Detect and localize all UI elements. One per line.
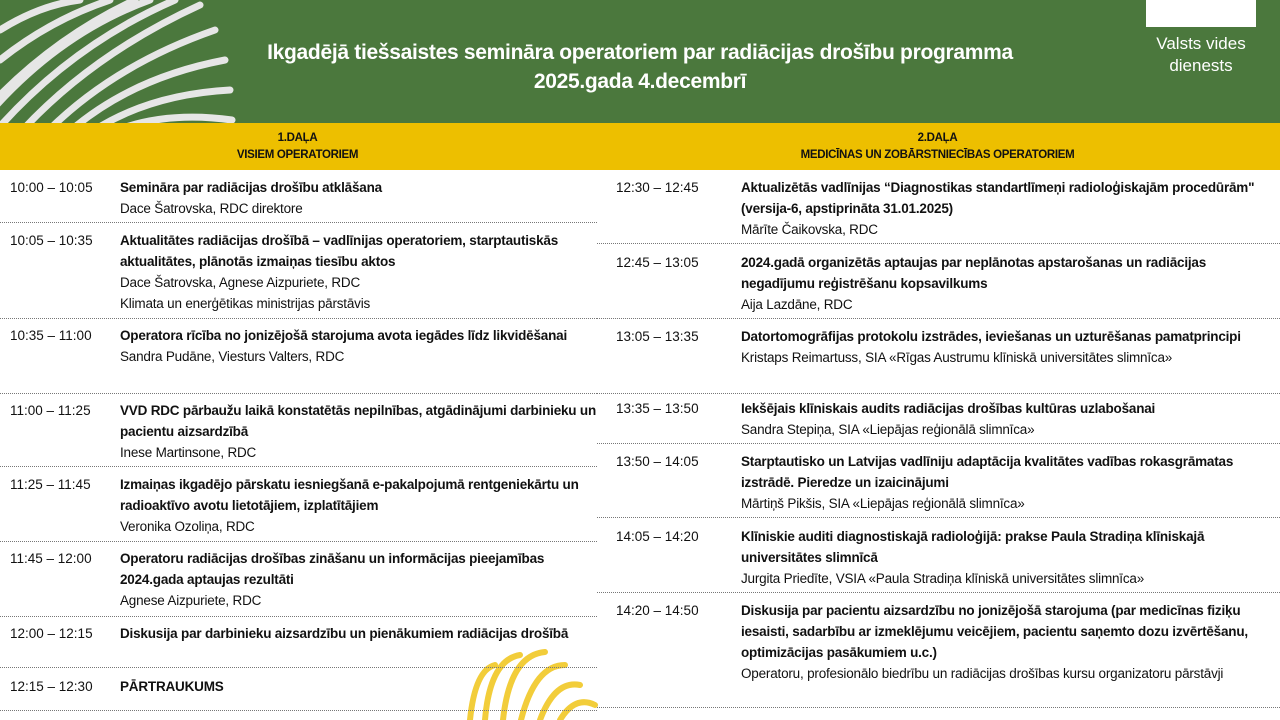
session-speaker: Inese Martinsone, RDC (120, 445, 257, 460)
session-time: 10:05 – 10:35 (10, 233, 93, 248)
session-time: 10:00 – 10:05 (10, 180, 93, 195)
session-time: 12:30 – 12:45 (616, 180, 699, 195)
row-divider (597, 517, 1280, 518)
session-time: 11:00 – 11:25 (10, 403, 91, 418)
row-divider (0, 710, 597, 711)
title-line-1: Ikgadējā tiešsaistes semināra operatoriem par radiācijas drošību programma (267, 41, 1013, 64)
session-title: Aktualitātes radiācijas drošībā – vadlīnijas operatoriem, starptautiskās aktualitātes, plānotās izmaiņas tiesību aktos (120, 233, 559, 269)
row-divider (0, 667, 597, 668)
session-time: 14:20 – 14:50 (616, 603, 699, 618)
session-time: 12:45 – 13:05 (616, 255, 699, 270)
part-2-heading (595, 130, 1280, 164)
session-title: Datortomogrāfijas protokolu izstrādes, ieviešanas un uzturēšanas pamatprincipi (741, 329, 1241, 344)
session-time: 13:35 – 13:50 (616, 401, 699, 416)
row-divider (597, 707, 1280, 708)
session-details (741, 451, 1271, 514)
session-details (741, 252, 1271, 315)
session-details (120, 400, 600, 463)
session-title: Starptautisko un Latvijas vadlīniju adaptācija kvalitātes vadības rokasgrāmatas izstrādē. Pieredze un izaicinājumi (741, 454, 1234, 490)
logo-text: Valsts vides dienests (1156, 34, 1246, 75)
session-speaker: Jurgita Priedīte, VSIA «Paula Stradiņa klīniskā universitātes slimnīca» (741, 571, 1145, 586)
row-divider (0, 393, 597, 394)
session-time: 14:05 – 14:20 (616, 529, 699, 544)
session-title: Izmaiņas ikgadējo pārskatu iesniegšanā e-pakalpojumā rentgeniekārtu un radioaktīvo avotu lietotājiem, izplatītājiem (120, 477, 579, 513)
part-label: 1.DAĻA (277, 132, 318, 144)
session-time: 11:25 – 11:45 (10, 477, 91, 492)
session-speaker: Kristaps Reimartuss, SIA «Rīgas Austrumu klīniskā universitātes slimnīca» (741, 350, 1173, 365)
session-speaker: Veronika Ozoliņa, RDC (120, 519, 255, 534)
session-details (741, 177, 1271, 240)
row-divider (597, 393, 1280, 394)
session-speaker: Dace Šatrovska, Agnese Aizpuriete, RDC (120, 275, 361, 290)
part-1-heading (0, 130, 595, 164)
session-details (120, 325, 600, 367)
part-subtitle: VISIEM OPERATORIEM (236, 149, 359, 161)
row-divider (597, 318, 1280, 319)
session-details (741, 326, 1271, 368)
session-speaker: Sandra Pudāne, Viesturs Valters, RDC (120, 349, 345, 364)
session-time: 13:50 – 14:05 (616, 454, 699, 469)
session-details (120, 177, 600, 219)
session-details (741, 600, 1271, 684)
session-title: Klīniskie auditi diagnostiskajā radioloģijā: prakse Paula Stradiņa klīniskajā universitātes slimnīcā (741, 529, 1205, 565)
row-divider (0, 616, 597, 617)
row-divider (0, 318, 597, 319)
session-title: Operatoru radiācijas drošības zināšanu un informācijas pieejamības 2024.gada aptaujas rezultāti (120, 551, 545, 587)
session-speaker: Mārtiņš Pikšis, SIA «Liepājas reģionālā slimnīca» (741, 496, 1025, 511)
session-details (120, 230, 600, 314)
session-title: Semināra par radiācijas drošību atklāšana (120, 180, 382, 195)
session-title: Operatora rīcība no jonizējošā starojuma avota iegādes līdz likvidēšanai (120, 328, 568, 343)
session-details (120, 474, 600, 537)
session-title: Iekšējais klīniskais audits radiācijas drošības kultūras uzlabošanai (741, 401, 1156, 416)
row-divider (0, 466, 597, 467)
session-details (120, 676, 600, 697)
session-speaker: Operatoru, profesionālo biedrību un radiācijas drošības kursu organizatoru pārstāvji (741, 666, 1224, 681)
session-title: 2024.gadā organizētās aptaujas par neplānotas apstarošanas un radiācijas negadījumu reģistrēšanu kopsavilkums (741, 255, 1207, 291)
session-time: 12:15 – 12:30 (10, 679, 93, 694)
session-details (741, 526, 1271, 589)
session-speaker: Sandra Stepiņa, SIA «Liepājas reģionālā slimnīca» (741, 422, 1035, 437)
logo-emblem (1146, 0, 1256, 27)
session-time: 12:00 – 12:15 (10, 626, 93, 641)
part-subtitle: MEDICĪNAS UN ZOBĀRSTNIECĪBAS OPERATORIEM (800, 149, 1075, 161)
session-speaker: Aija Lazdāne, RDC (741, 297, 853, 312)
row-divider (0, 222, 597, 223)
session-title: VVD RDC pārbaužu laikā konstatētās nepilnības, atgādinājumi darbinieku un pacientu aizsardzībā (120, 403, 597, 439)
session-details (120, 548, 600, 611)
session-speaker: Agnese Aizpuriete, RDC (120, 593, 262, 608)
row-divider (597, 443, 1280, 444)
session-speaker: Mārīte Čaikovska, RDC (741, 222, 878, 237)
session-title: PĀRTRAUKUMS (120, 679, 224, 694)
session-time: 11:45 – 12:00 (10, 551, 92, 566)
session-title: Diskusija par pacientu aizsardzību no jonizējošā starojuma (par medicīnas fiziķu iesaisti, sadarbību ar izmeklējumu veicējiem, pacientu saņemto dozu izvērtēšanu, optimizācijas pasākumiem u.c.) (741, 603, 1248, 660)
row-divider (597, 243, 1280, 244)
row-divider (597, 592, 1280, 593)
session-speaker: Dace Šatrovska, RDC direktore (120, 201, 303, 216)
part-label: 2.DAĻA (917, 132, 958, 144)
session-title: Aktualizētās vadlīnijas “Diagnostikas standartlīmeņi radioloģiskajām procedūrām" (versija-6, apstiprināta 31.01.2025) (741, 180, 1255, 216)
page-title (190, 38, 1090, 96)
session-time: 10:35 – 11:00 (10, 328, 92, 343)
session-details (120, 623, 600, 644)
session-time: 13:05 – 13:35 (616, 329, 699, 344)
row-divider (0, 541, 597, 542)
session-title: Diskusija par darbinieku aizsardzību un pienākumiem radiācijas drošībā (120, 626, 569, 641)
session-details (741, 398, 1271, 440)
session-speaker: Klimata un enerģētikas ministrijas pārstāvis (120, 296, 371, 311)
title-line-2: 2025.gada 4.decembrī (533, 70, 747, 93)
